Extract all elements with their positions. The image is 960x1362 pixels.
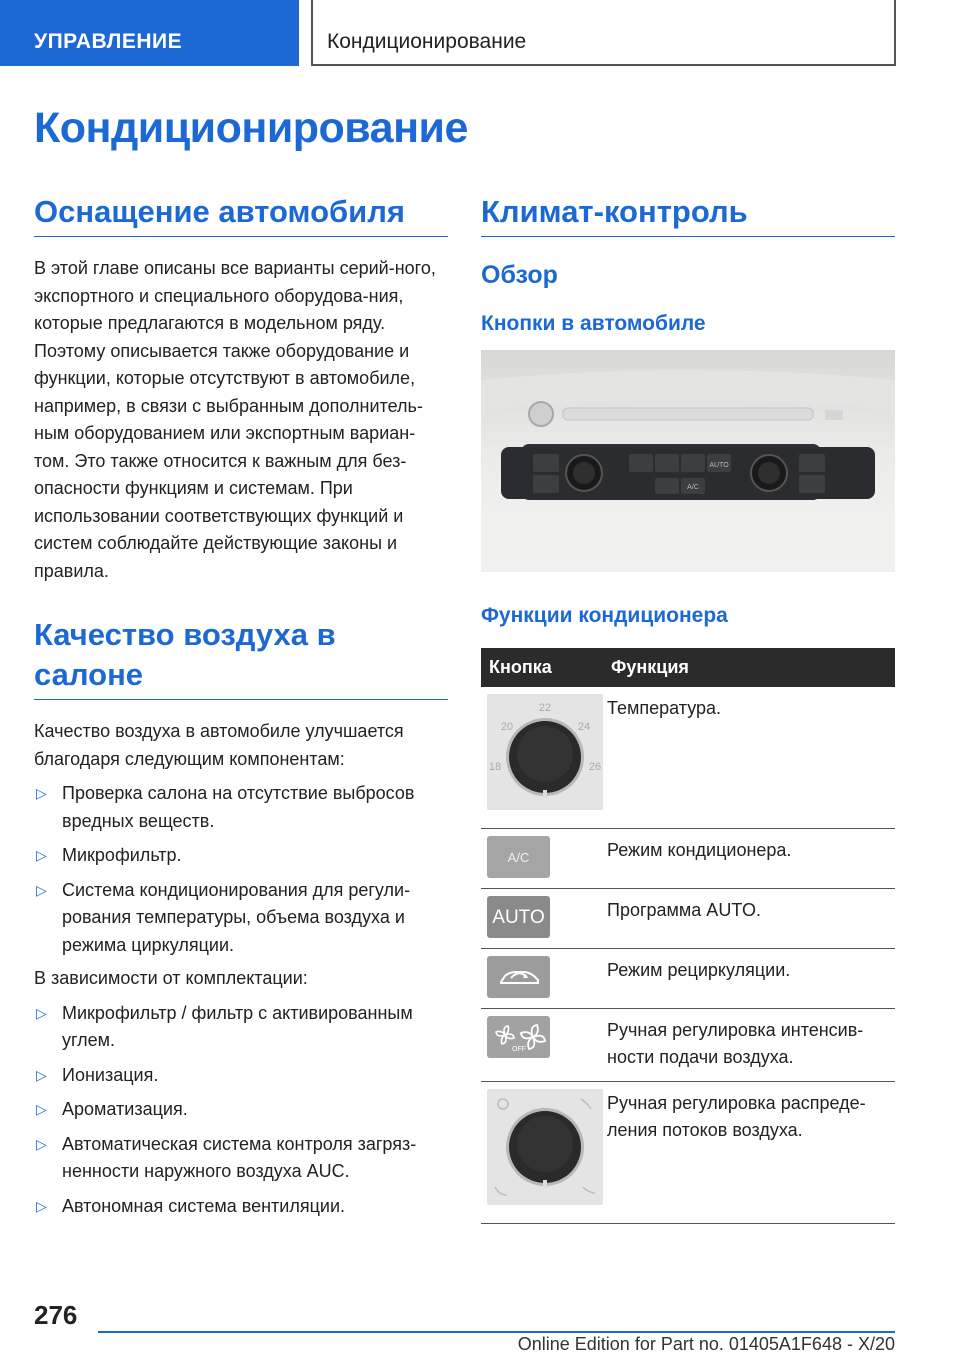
list-item: ▷ Ионизация.	[34, 1062, 448, 1090]
panel-auto-label: AUTO	[709, 462, 729, 469]
table-row	[481, 687, 895, 829]
table-row	[481, 829, 895, 889]
svg-text:18: 18	[488, 761, 502, 773]
list-item: ▷ Ароматизация.	[34, 1096, 448, 1124]
function-text: Программа AUTO.	[603, 889, 895, 949]
air-quality-list	[34, 780, 448, 959]
left-column	[34, 192, 448, 1220]
column-header-button: Кнопка	[481, 648, 603, 687]
footer-edition: Online Edition for Part no. 01405A1F648 - X/20	[517, 1334, 895, 1354]
air-distribution-dial-icon	[487, 1089, 603, 1205]
header-chapter: Кондиционирование	[311, 0, 896, 66]
bullet-triangle-icon: ▷	[36, 1135, 47, 1152]
list-item: ▷ Автономная система вентиляции.	[34, 1193, 448, 1221]
fan-icons	[491, 1021, 547, 1053]
panel-ac-label: A/C	[687, 484, 699, 491]
header-section: УПРАВЛЕНИЕ	[0, 0, 299, 66]
equipment-text: В этой главе описаны все варианты серий-ного, экспортного и специального оборудова-ния, которые предлагаются в модельном ряду. Поэтому описывается также оборудование и функции, которые отсутствуют в автомобиле, например, в связи с выбранным дополнитель-ным оборудованием или экспортным вариан-том. Это также относится к важным для без-опасности функциям и системам. При использовании соответствующих функций и систем соблюдайте действующие законы и правила.	[34, 258, 436, 581]
buttons-heading: Кнопки в автомобиле	[481, 312, 706, 335]
svg-text:OFF: OFF	[511, 1046, 526, 1053]
function-text: Режим рециркуляции.	[603, 949, 895, 1009]
function-text: Режим кондиционера.	[603, 829, 895, 889]
svg-text:26: 26	[588, 761, 602, 773]
recirculation-button-icon	[487, 956, 550, 998]
temperature-dial-icon	[487, 694, 603, 810]
column-header-function: Функция	[603, 648, 895, 687]
page-title: Кондиционирование	[34, 104, 468, 152]
climate-heading: Климат-контроль	[481, 192, 895, 237]
function-text: Температура.	[603, 687, 895, 829]
right-column	[481, 192, 895, 1224]
climate-panel-illustration	[481, 350, 895, 572]
svg-text:20: 20	[500, 721, 514, 733]
bullet-triangle-icon: ▷	[36, 1197, 47, 1214]
air-quality-heading: Качество воздуха в салоне	[34, 615, 448, 700]
list-item: ▷ Проверка салона на отсутствие выбросов вредных веществ.	[34, 780, 448, 835]
svg-text:22: 22	[538, 702, 552, 714]
list-item: ▷ Система кондиционирования для регули-рования температуры, объема воздуха и режима циркуляции.	[34, 877, 448, 960]
fan-speed-button-icon	[487, 1016, 550, 1058]
bullet-triangle-icon: ▷	[36, 881, 47, 898]
bullet-triangle-icon: ▷	[36, 847, 47, 863]
table-row	[481, 889, 895, 949]
car-recirculation-icon	[497, 965, 541, 989]
equipment-heading: Оснащение автомобиля	[34, 192, 448, 237]
functions-heading: Функции кондиционера	[481, 604, 728, 627]
depends-text: В зависимости от комплектации:	[34, 968, 308, 988]
bullet-triangle-icon: ▷	[36, 785, 47, 801]
list-item: ▷ Автоматическая система контроля загряз-ненности наружного воздуха AUC.	[34, 1131, 448, 1186]
table-row	[481, 1009, 895, 1082]
overview-heading: Обзор	[481, 261, 558, 289]
table-row	[481, 1082, 895, 1224]
list-item: ▷ Микрофильтр.	[34, 842, 448, 870]
air-quality-intro: Качество воздуха в автомобиле улучшается благодаря следующим компонентам:	[34, 721, 404, 769]
svg-text:24: 24	[577, 721, 591, 733]
function-text: Ручная регулировка распреде-ления потоков воздуха.	[603, 1082, 895, 1224]
functions-table	[481, 648, 895, 1224]
ac-button-icon: A/C	[487, 836, 550, 878]
footer-divider	[98, 1331, 895, 1333]
bullet-triangle-icon: ▷	[36, 1101, 47, 1117]
function-text: Ручная регулировка интенсив-ности подачи воздуха.	[603, 1009, 895, 1082]
climate-panel-photo	[481, 350, 895, 572]
bullet-triangle-icon: ▷	[36, 1004, 47, 1021]
optional-list	[34, 1000, 448, 1221]
table-header-row	[481, 648, 895, 687]
table-row	[481, 949, 895, 1009]
list-item: ▷ Микрофильтр / фильтр с активированным углем.	[34, 1000, 448, 1055]
auto-button-icon: AUTO	[487, 896, 550, 938]
page-number: 276	[34, 1300, 78, 1330]
bullet-triangle-icon: ▷	[36, 1066, 47, 1083]
